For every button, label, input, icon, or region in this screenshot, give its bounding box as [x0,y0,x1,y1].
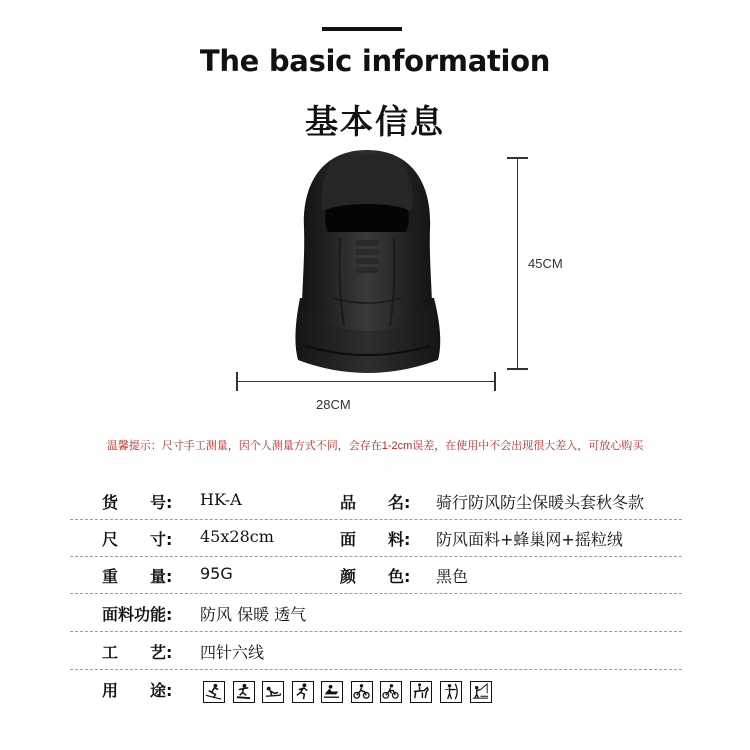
snowmobile-icon [321,681,343,703]
page-title-english: The basic information [199,44,551,78]
archery-icon [440,681,462,703]
balaclava-product-image [262,148,472,380]
height-dimension-cap-top [507,157,528,159]
spec-row-usage [70,672,682,708]
craft-value: 四针六线 [200,643,265,662]
weight-label: 重 量: [102,567,173,586]
cycling-icon [380,681,402,703]
height-dimension-line [517,157,518,369]
spec-row-craft [70,634,682,670]
spec-row-weight [70,558,682,594]
measurement-warning: 温馨提示：尺寸手工测量，因个人测量方式不同，会存在1-2cm误差，在使用中不会出现很大差入，可放心购买 [106,440,644,452]
width-dimension-cap-left [236,372,238,391]
width-label: 28CM [316,397,351,412]
title-decoration-bar [322,27,402,31]
running-icon [292,681,314,703]
height-label: 45CM [528,256,563,271]
row-divider [70,556,682,557]
product-name-label: 品 名: [340,493,411,512]
height-dimension-cap-bottom [507,368,528,370]
size-label: 尺 寸: [102,530,173,549]
usage-label: 用 途: [102,681,173,700]
page-title-chinese: 基本信息 [305,102,445,141]
motorcycle-icon [351,681,373,703]
weight-value: 95G [200,564,233,583]
spec-row-function [70,596,682,632]
row-divider [70,519,682,520]
sledding-icon [262,681,284,703]
spec-row-model [70,484,682,520]
product-name-value: 骑行防风防尘保暖头套秋冬款 [436,493,645,512]
craft-label: 工 艺: [102,643,173,662]
fabric-function-label: 面料功能: [102,605,173,624]
color-label: 颜 色: [340,567,411,586]
fishing-icon [470,681,492,703]
material-value: 防风面料+蜂巢网+摇粒绒 [436,530,623,549]
fabric-function-value: 防风 保暖 透气 [200,605,307,624]
width-dimension-line [236,381,495,382]
material-label: 面 料: [340,530,411,549]
spec-row-size [70,521,682,557]
color-value: 黑色 [436,567,469,586]
row-divider [70,593,682,594]
width-dimension-cap-right [494,372,496,391]
row-divider [70,669,682,670]
horse-riding-icon [410,681,432,703]
model-label: 货 号: [102,493,173,512]
size-value: 45x28cm [200,527,274,546]
skiing-icon [203,681,225,703]
row-divider [70,631,682,632]
model-value: HK-A [200,490,242,509]
snowboarding-icon [233,681,255,703]
